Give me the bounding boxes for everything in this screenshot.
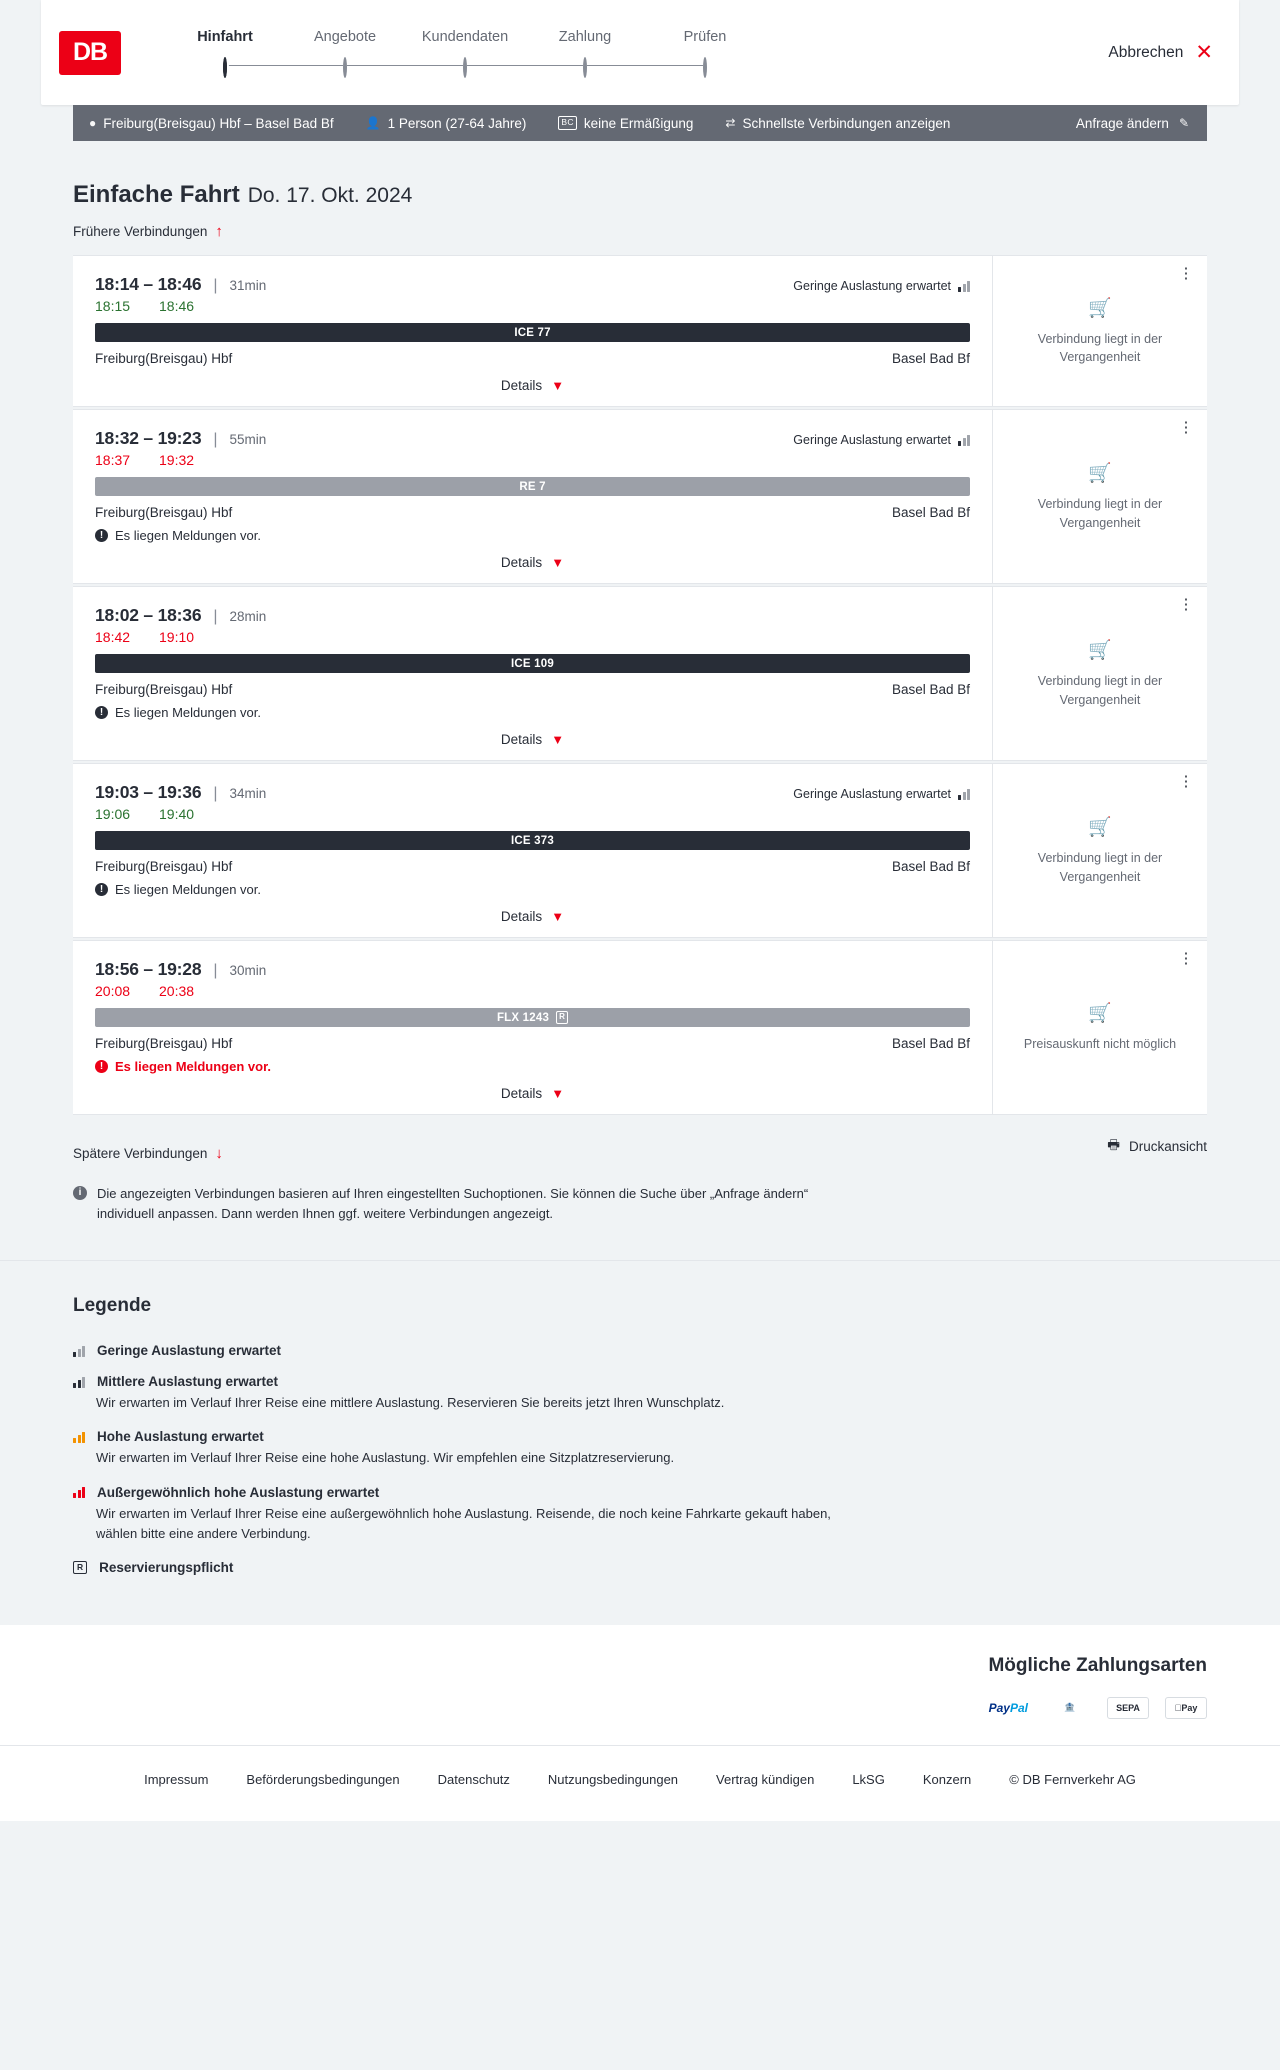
legend-item-label: Außergewöhnlich hohe Auslastung erwartet — [97, 1484, 380, 1500]
utilization-label: Geringe Auslastung erwartet — [793, 433, 951, 447]
legend-title: Legende — [73, 1295, 152, 1317]
step-dot-icon — [463, 57, 467, 78]
paypal-icon: Pay Pal — [984, 1697, 1033, 1719]
footer-link-vertrag-kuendigen[interactable]: Vertrag kündigen — [716, 1771, 815, 1787]
step-label: Prüfen — [683, 28, 727, 45]
realtime-departure: 18:37 — [95, 452, 131, 468]
footer-link-lksg[interactable]: LkSG — [852, 1771, 885, 1787]
price-note: Verbindung liegt in der Vergangenheit — [1037, 497, 1163, 530]
connection-card[interactable] — [73, 940, 1207, 1115]
price-note: Verbindung liegt in der Vergangenheit — [1037, 851, 1163, 884]
step-pruefen[interactable] — [645, 29, 765, 77]
details-label: Details — [500, 909, 543, 924]
realtime-arrival: 19:32 — [159, 452, 195, 468]
footer-link-nutzungsbedingungen[interactable]: Nutzungsbedingungen — [547, 1771, 679, 1787]
connection-message[interactable] — [95, 528, 970, 543]
details-toggle[interactable] — [95, 1074, 970, 1114]
legend-item-very-high — [73, 1485, 1207, 1544]
kebab-menu-icon[interactable]: ⋮ — [1178, 596, 1194, 613]
step-label: Kundendaten — [421, 28, 509, 45]
origin-station: Freiburg(Breisgau) Hbf — [95, 351, 233, 366]
connection-duration: 31min — [229, 278, 267, 293]
cart-disabled-icon: 🛒 — [1088, 817, 1112, 839]
realtime-departure: 18:42 — [95, 629, 131, 645]
legend-head — [73, 1374, 1207, 1389]
cart-disabled-icon: 🛒 — [1088, 1003, 1112, 1025]
printer-icon: 🖶 — [1107, 1137, 1120, 1152]
legend-head — [73, 1560, 1207, 1575]
reservation-required-icon: R — [556, 1011, 568, 1023]
footer-links — [73, 1772, 1207, 1787]
connection-list — [73, 255, 1207, 1115]
step-dot-icon — [583, 57, 587, 78]
price-note: Verbindung liegt in der Vergangenheit — [1037, 674, 1163, 707]
connection-header — [95, 274, 970, 295]
later-connections-label: Spätere Verbindungen — [73, 1146, 208, 1161]
summary-route[interactable] — [73, 116, 350, 131]
connection-details — [73, 587, 992, 760]
connection-message-label: Es liegen Meldungen vor. — [115, 705, 261, 720]
realtime-arrival: 20:38 — [159, 983, 195, 999]
step-dot-icon — [223, 57, 227, 78]
kebab-menu-icon[interactable]: ⋮ — [1178, 950, 1194, 967]
realtime-departure: 20:08 — [95, 983, 131, 999]
header-region — [0, 0, 1280, 105]
summary-route-label: Freiburg(Breisgau) Hbf – Basel Bad Bf — [103, 115, 334, 131]
footer-copyright: © DB Fernverkehr AG — [1009, 1771, 1136, 1787]
person-icon: 👤 — [365, 116, 381, 130]
destination-station: Basel Bad Bf — [891, 1036, 970, 1051]
utilization-indicator — [793, 787, 970, 801]
details-label: Details — [500, 732, 543, 747]
arrow-down-icon: ↓ — [215, 1145, 223, 1162]
summary-option[interactable] — [709, 116, 966, 131]
list-footer — [73, 1131, 1207, 1162]
connection-card[interactable] — [73, 409, 1207, 584]
train-label: RE 7 — [519, 480, 546, 493]
change-request-label: Anfrage ändern — [1075, 115, 1169, 131]
payment-title: Mögliche Zahlungsarten — [988, 1654, 1207, 1676]
connection-message-label: Es liegen Meldungen vor. — [115, 528, 261, 543]
realtime-times — [95, 629, 970, 645]
summary-passengers-label: 1 Person (27-64 Jahre) — [387, 115, 527, 131]
print-view-label: Druckansicht — [1128, 1139, 1207, 1154]
details-toggle[interactable] — [95, 720, 970, 760]
origin-station: Freiburg(Breisgau) Hbf — [95, 682, 233, 697]
utilization-indicator — [793, 433, 970, 447]
step-zahlung[interactable] — [525, 29, 645, 77]
step-hinfahrt[interactable] — [165, 29, 285, 77]
pencil-icon: ✎ — [1178, 116, 1189, 130]
payment-region — [0, 1625, 1280, 1745]
sepa-icon: SEPA — [1107, 1697, 1149, 1719]
divider: | — [213, 962, 218, 979]
details-label: Details — [500, 555, 543, 570]
divider: | — [213, 277, 218, 294]
earlier-connections-button[interactable] — [73, 223, 223, 240]
legend-region — [0, 1260, 1280, 1625]
filter-icon: ⇄ — [725, 116, 736, 130]
train-label: ICE 77 — [514, 326, 551, 339]
legend-item-label: Hohe Auslastung erwartet — [97, 1429, 264, 1445]
connection-message[interactable] — [95, 882, 970, 897]
connection-card[interactable] — [73, 586, 1207, 761]
realtime-arrival: 18:46 — [159, 298, 195, 314]
connection-duration: 30min — [229, 963, 267, 978]
connection-message[interactable] — [95, 1059, 970, 1074]
destination-station: Basel Bad Bf — [891, 682, 970, 697]
utilization-bars-icon — [958, 435, 970, 446]
details-toggle[interactable] — [95, 897, 970, 937]
info-icon: ! — [95, 529, 108, 542]
info-icon: ! — [95, 706, 108, 719]
train-label: FLX 1243 — [496, 1011, 550, 1024]
origin-station: Freiburg(Breisgau) Hbf — [95, 859, 233, 874]
connection-message-label: Es liegen Meldungen vor. — [115, 1059, 272, 1074]
connection-time-range: 18:14 – 18:46 — [95, 274, 202, 294]
train-bar — [95, 477, 970, 496]
footer-link-konzern[interactable]: Konzern — [922, 1771, 972, 1787]
cart-disabled-icon: 🛒 — [1088, 297, 1112, 319]
location-pin-icon: ● — [89, 116, 97, 130]
destination-station: Basel Bad Bf — [891, 859, 970, 874]
details-label: Details — [500, 378, 543, 393]
train-label: ICE 109 — [511, 657, 554, 670]
step-label: Hinfahrt — [197, 28, 253, 45]
step-dot-icon — [343, 57, 347, 78]
train-bar — [95, 831, 970, 850]
step-label: Zahlung — [558, 28, 612, 45]
summary-option-label: Schnellste Verbindungen anzeigen — [742, 115, 951, 131]
legend-item-reservation — [73, 1560, 1207, 1575]
utilization-bars-icon — [73, 1431, 85, 1443]
connection-details — [73, 941, 992, 1114]
connection-time-range: 18:32 – 19:23 — [95, 428, 202, 448]
app-header — [41, 0, 1239, 105]
stations — [95, 859, 970, 874]
stations — [95, 351, 970, 366]
step-angebote[interactable] — [285, 29, 405, 77]
earlier-connections-label: Frühere Verbindungen — [73, 224, 208, 239]
realtime-departure: 19:06 — [95, 806, 131, 822]
step-kundendaten[interactable] — [405, 29, 525, 77]
realtime-times — [95, 806, 970, 822]
legend-head — [73, 1485, 1207, 1500]
kebab-menu-icon[interactable]: ⋮ — [1178, 265, 1194, 282]
details-toggle[interactable] — [95, 366, 970, 406]
utilization-indicator — [793, 279, 970, 293]
connection-duration: 28min — [229, 609, 267, 624]
price-panel — [992, 410, 1207, 583]
divider: | — [213, 608, 218, 625]
connection-time-range: 19:03 – 19:36 — [95, 782, 202, 802]
price-note: Preisauskunft nicht möglich — [1023, 1037, 1177, 1052]
connection-header — [95, 782, 970, 803]
info-icon: ! — [95, 883, 108, 896]
stations — [95, 1036, 970, 1051]
step-label: Angebote — [313, 28, 377, 45]
legend-item-mid — [73, 1374, 1207, 1413]
giropay-icon: 🏦 — [1049, 1697, 1091, 1719]
legend-item-desc: Wir erwarten im Verlauf Ihrer Reise eine hohe Auslastung. Wir empfehlen eine Sitzplatzreservierung. — [96, 1450, 675, 1466]
step-dot-icon — [703, 57, 707, 78]
kebab-menu-icon[interactable]: ⋮ — [1178, 773, 1194, 790]
later-connections-button[interactable] — [73, 1145, 223, 1162]
cancel-button[interactable] — [1108, 42, 1213, 63]
search-summary-bar — [73, 105, 1207, 141]
kebab-menu-icon[interactable]: ⋮ — [1178, 419, 1194, 436]
chevron-down-icon: ▼ — [551, 1086, 565, 1101]
checkout-stepper — [165, 29, 765, 77]
footer-link-datenschutz[interactable]: Datenschutz — [437, 1771, 510, 1787]
connection-details — [73, 764, 992, 937]
utilization-label: Geringe Auslastung erwartet — [793, 787, 951, 801]
summary-discount[interactable] — [542, 116, 709, 131]
connection-details — [73, 410, 992, 583]
realtime-departure: 18:15 — [95, 298, 131, 314]
summary-discount-label: keine Ermäßigung — [583, 115, 694, 131]
realtime-arrival: 19:10 — [159, 629, 195, 645]
change-request-button[interactable] — [1076, 116, 1207, 131]
apple-pay-icon: Pay — [1165, 1697, 1207, 1719]
train-bar — [95, 1008, 970, 1027]
info-icon: i — [73, 1186, 87, 1200]
price-panel — [992, 587, 1207, 760]
utilization-bars-icon — [73, 1486, 85, 1498]
cart-disabled-icon: 🛒 — [1088, 463, 1112, 485]
chevron-down-icon: ▼ — [551, 555, 565, 570]
details-label: Details — [500, 1086, 543, 1101]
stations — [95, 682, 970, 697]
legend-item-desc: Wir erwarten im Verlauf Ihrer Reise eine mittlere Auslastung. Reservieren Sie bereits jetzt Ihren Wunschplatz. — [96, 1395, 725, 1411]
price-panel — [992, 764, 1207, 937]
footer-link-befoerderungsbedingungen[interactable]: Beförderungsbedingungen — [246, 1771, 400, 1787]
connection-header — [95, 605, 970, 626]
connection-duration: 55min — [229, 432, 267, 447]
cart-disabled-icon: 🛒 — [1088, 640, 1112, 662]
utilization-bars-icon — [73, 1345, 85, 1357]
origin-station: Freiburg(Breisgau) Hbf — [95, 1036, 233, 1051]
connection-time-range: 18:56 – 19:28 — [95, 959, 202, 979]
utilization-bars-icon — [958, 281, 970, 292]
connection-header — [95, 428, 970, 449]
legend-item-desc: Wir erwarten im Verlauf Ihrer Reise eine außergewöhnlich hohe Auslastung. Reisende, die noch keine Fahrkarte gekauft haben, wählen bitte eine andere Verbindung. — [96, 1505, 831, 1541]
utilization-bars-icon — [958, 789, 970, 800]
summary-passengers[interactable] — [350, 116, 543, 131]
legend-item-label: Geringe Auslastung erwartet — [97, 1343, 282, 1359]
details-toggle[interactable] — [95, 543, 970, 583]
divider: | — [213, 431, 218, 448]
chevron-down-icon: ▼ — [551, 909, 565, 924]
page-title-date: Do. 17. Okt. 2024 — [247, 184, 413, 207]
page-title-text: Einfache Fahrt — [73, 181, 240, 208]
price-panel — [992, 941, 1207, 1114]
connection-message[interactable] — [95, 705, 970, 720]
footer-region — [0, 1745, 1280, 1821]
search-hint — [73, 1184, 833, 1224]
realtime-times — [95, 983, 970, 999]
chevron-down-icon: ▼ — [551, 378, 565, 393]
connection-time-range: 18:02 – 18:36 — [95, 605, 202, 625]
legend — [73, 1295, 1207, 1575]
page-title — [73, 181, 412, 209]
realtime-times — [95, 452, 970, 468]
train-bar — [95, 323, 970, 342]
train-label: ICE 373 — [511, 834, 554, 847]
legend-head — [73, 1429, 1207, 1444]
connection-card[interactable] — [73, 255, 1207, 407]
train-bar — [95, 654, 970, 673]
cancel-label: Abbrechen — [1108, 43, 1184, 61]
connection-card[interactable] — [73, 763, 1207, 938]
main-content — [73, 141, 1207, 1224]
legend-item-label: Reservierungspflicht — [99, 1559, 234, 1575]
price-panel — [992, 256, 1207, 406]
utilization-bars-icon — [73, 1376, 85, 1388]
connection-details — [73, 256, 992, 406]
connection-message-label: Es liegen Meldungen vor. — [115, 882, 261, 897]
utilization-label: Geringe Auslastung erwartet — [793, 279, 951, 293]
destination-station: Basel Bad Bf — [891, 351, 970, 366]
legend-item-label: Mittlere Auslastung erwartet — [97, 1374, 279, 1390]
price-note: Verbindung liegt in der Vergangenheit — [1037, 331, 1163, 364]
destination-station: Basel Bad Bf — [891, 505, 970, 520]
reservation-required-icon: R — [73, 1561, 87, 1574]
arrow-up-icon: ↑ — [215, 223, 223, 240]
connection-duration: 34min — [229, 786, 267, 801]
footer-link-impressum[interactable]: Impressum — [144, 1771, 209, 1787]
stations — [95, 505, 970, 520]
alert-icon: ! — [95, 1060, 108, 1073]
print-view-button[interactable] — [1107, 1135, 1207, 1158]
bahncard-icon: BC — [558, 116, 576, 129]
legend-head — [73, 1343, 1207, 1358]
legend-item-high — [73, 1429, 1207, 1468]
close-icon: ✕ — [1195, 41, 1213, 64]
divider: | — [213, 785, 218, 802]
legend-item-low — [73, 1343, 1207, 1358]
connection-header — [95, 959, 970, 980]
payment-icon-row — [73, 1697, 1207, 1719]
origin-station: Freiburg(Breisgau) Hbf — [95, 505, 233, 520]
payment-methods — [73, 1655, 1207, 1719]
realtime-times — [95, 298, 970, 314]
realtime-arrival: 19:40 — [159, 806, 195, 822]
search-hint-text: Die angezeigten Verbindungen basieren auf Ihren eingestellten Suchoptionen. Sie können die Suche über „Anfrage ändern“ individuell anpassen. Dann werden Ihnen ggf. weitere Verbindungen angezeigt. — [97, 1186, 809, 1222]
chevron-down-icon: ▼ — [551, 732, 565, 747]
db-logo: DB — [59, 31, 121, 75]
